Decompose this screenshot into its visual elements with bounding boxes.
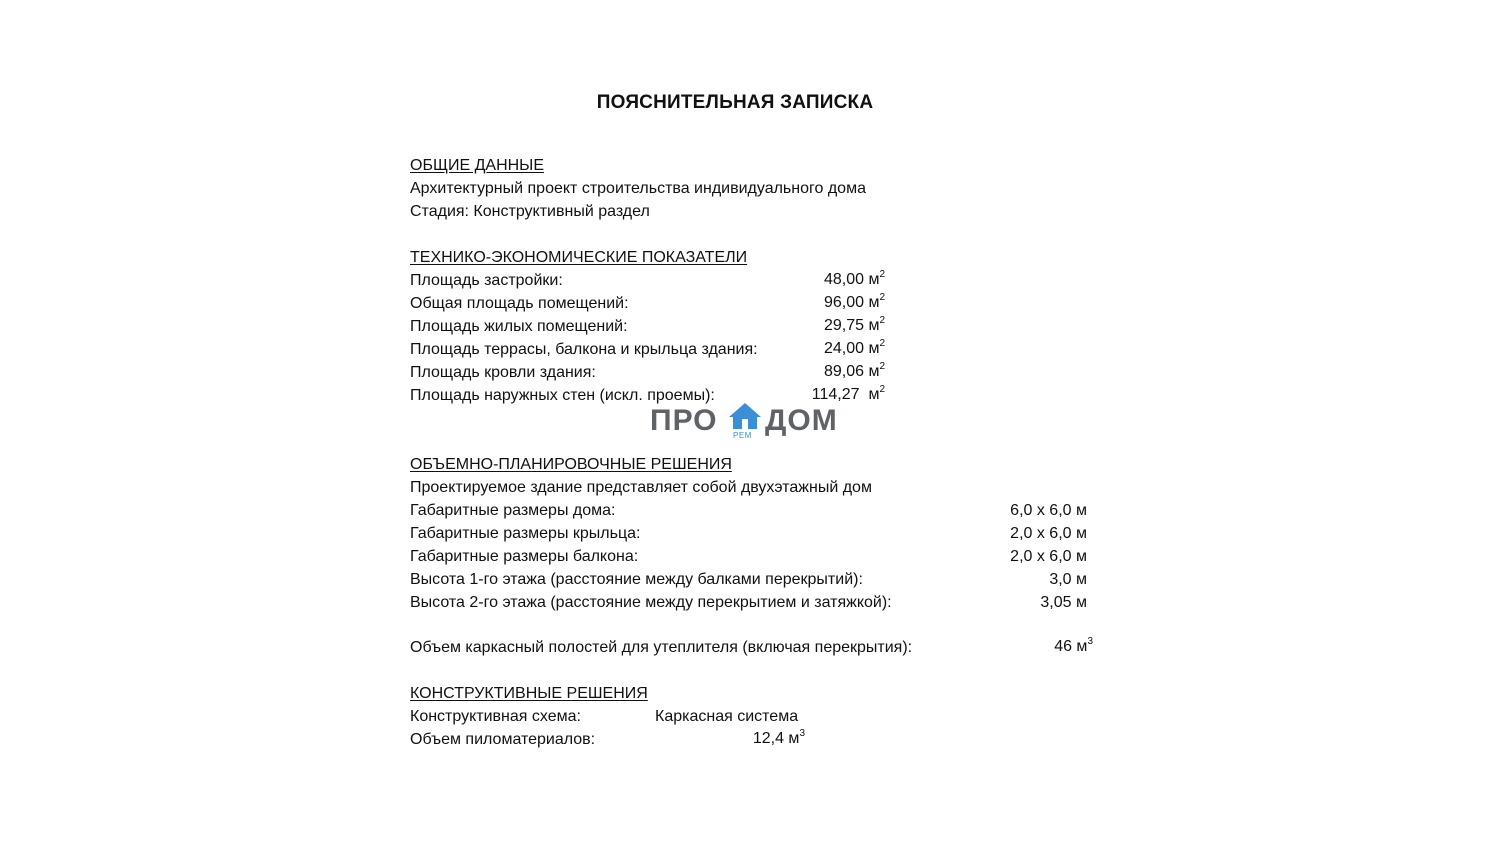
planning-row-label: Габаритные размеры балкона: <box>410 548 639 565</box>
planning-row-label: Высота 2-го этажа (расстояние между перекрытием и затяжкой): <box>410 594 892 611</box>
tech-row-value: 24,00 $м^2$ <box>823 338 885 357</box>
logo-text-left: ПРО <box>650 404 718 437</box>
general-line: Архитектурный проект строительства индивидуального дома <box>410 180 866 197</box>
section-heading-tech: ТЕХНИКО-ЭКОНОМИЧЕСКИЕ ПОКАЗАТЕЛИ <box>410 249 748 266</box>
logo-subtext: РЕМ <box>733 431 752 440</box>
planning-row-label: Габаритные размеры дома: <box>410 502 616 519</box>
document-title: ПОЯСНИТЕЛЬНАЯ ЗАПИСКА <box>596 92 874 113</box>
structural-row-value: Каркасная система <box>655 708 799 725</box>
tech-row-label: Площадь наружных стен (искл. проемы): <box>410 387 715 404</box>
structural-row-label: Конструктивная схема: <box>410 708 581 725</box>
planning-row-value: 3,0 м <box>1049 571 1087 588</box>
planning-row-value: 6,0 х 6,0 м <box>1010 502 1087 519</box>
planning-row-label: Высота 1-го этажа (расстояние между балками перекрытий): <box>410 571 863 588</box>
section-heading-structural: КОНСТРУКТИВНЫЕ РЕШЕНИЯ <box>410 685 648 702</box>
tech-row-value: 48,00 $м^2$ <box>823 269 885 288</box>
structural-row-value: 12,4 $м^3$ <box>752 728 805 747</box>
cavity-volume-label: Объем каркасный полостей для утеплителя (включая перекрытия): <box>410 639 913 656</box>
tech-row-value: 89,06 $м^2$ <box>823 361 885 380</box>
planning-row-label: Габаритные размеры крыльца: <box>410 525 641 542</box>
tech-row-label: Общая площадь помещений: <box>410 295 629 312</box>
tech-row-label: Площадь застройки: <box>410 272 563 289</box>
logo-text-right: ДОМ <box>765 404 838 437</box>
tech-row-label: Площадь кровли здания: <box>410 364 596 381</box>
section-heading-planning: ОБЪЕМНО-ПЛАНИРОВОЧНЫЕ РЕШЕНИЯ <box>410 456 732 473</box>
tech-row-label: Площадь жилых помещений: <box>410 318 628 335</box>
planning-intro: Проектируемое здание представляет собой двухэтажный дом <box>410 479 872 496</box>
prodom-logo <box>650 402 850 442</box>
tech-row-label: Площадь террасы, балкона и крыльца здания: <box>410 341 758 358</box>
planning-row-value: 3,05 м <box>1040 594 1087 611</box>
house-icon <box>728 402 762 432</box>
structural-row-label: Объем пиломатериалов: <box>410 731 596 748</box>
tech-row-value: 29,75 $м^2$ <box>823 315 885 334</box>
tech-row-value: 114,27 $м^2$ <box>811 384 885 403</box>
cavity-volume-value: 46 $м^3$ <box>1054 636 1093 655</box>
tech-row-value: 96,00 $м^2$ <box>823 292 885 311</box>
section-heading-general: ОБЩИЕ ДАННЫЕ <box>410 157 545 174</box>
general-line: Стадия: Конструктивный раздел <box>410 203 650 220</box>
planning-row-value: 2,0 х 6,0 м <box>1010 548 1087 565</box>
planning-row-value: 2,0 х 6,0 м <box>1010 525 1087 542</box>
